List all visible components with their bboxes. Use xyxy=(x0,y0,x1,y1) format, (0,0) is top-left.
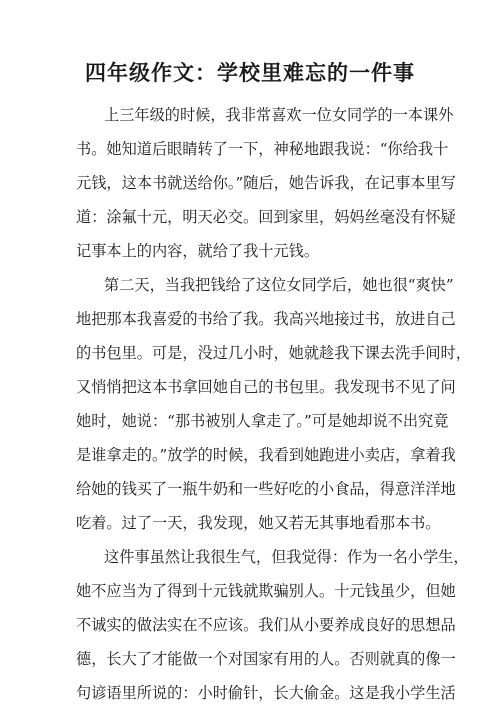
body-text-line: 吃着。过了一天，我发现，她又若无其事地看那本书。 xyxy=(76,514,441,532)
body-text-line: 不诚实的做法实在不应该。我们从小要养成良好的思想品 xyxy=(76,616,456,634)
body-text-line: 给她的钱买了一瓶牛奶和一些好吃的小食品，得意洋洋地 xyxy=(76,480,456,498)
body-text-line: 她时，她说：“那书被别人拿走了。”可是她却说不出究竟 xyxy=(76,412,449,430)
body-text-line: 书。她知道后眼睛转了一下，神秘地跟我说：“你给我十 xyxy=(76,140,449,158)
body-text-line: 上三年级的时候，我非常喜欢一位女同学的一本课外 xyxy=(104,106,454,124)
body-text-line: 第二天，当我把钱给了这位女同学后，她也很“爽快” xyxy=(104,276,454,294)
body-text-line: 的书包里。可是，没过几小时，她就趁我下课去洗手间时， xyxy=(76,344,471,362)
body-text-line: 记事本上的内容，就给了我十元钱。 xyxy=(76,242,319,260)
document-body xyxy=(76,98,471,710)
document-title: 四年级作文：学校里难忘的一件事 xyxy=(85,60,415,85)
body-text-line: 这件事虽然让我很生气，但我觉得：作为一名小学生， xyxy=(104,548,469,566)
body-text-line: 又悄悄把这本书拿回她自己的书包里。我发现书不见了问 xyxy=(76,378,456,396)
body-text-line: 她不应当为了得到十元钱就欺骗别人。十元钱虽少，但她 xyxy=(76,582,456,600)
body-text-line: 地把那本我喜爱的书给了我。我高兴地接过书，放进自己 xyxy=(76,310,456,328)
body-text-line: 句谚语里所说的：小时偷针，长大偷金。这是我小学生活 xyxy=(76,684,456,702)
body-text-line: 道：涂氟十元，明天必交。回到家里，妈妈丝毫没有怀疑 xyxy=(76,208,456,226)
body-text-line: 德，长大了才能做一个对国家有用的人。否则就真的像一 xyxy=(76,650,456,668)
body-text-line: 是谁拿走的。”放学的时候，我看到她跑进小卖店，拿着我 xyxy=(76,446,456,464)
body-text-line: 元钱，这本书就送给你。”随后，她告诉我，在记事本里写 xyxy=(76,174,456,192)
